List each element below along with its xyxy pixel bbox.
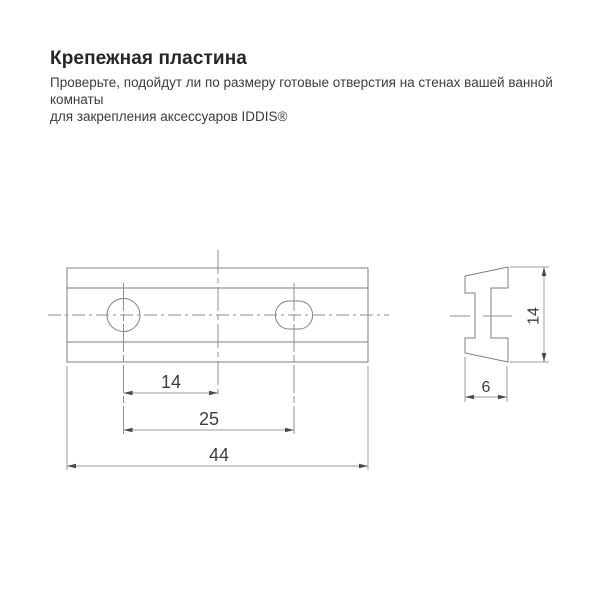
arrowhead-right — [359, 464, 368, 469]
dimension-value: 14 — [525, 307, 543, 325]
description-line-1: Проверьте, подойдут ли по размеру готовые отверстия на стенах вашей ванной комнаты — [50, 75, 553, 107]
arrowhead-right — [209, 391, 218, 396]
arrowhead-left — [124, 391, 133, 396]
arrowhead-right — [498, 395, 507, 400]
page-title: Крепежная пластина — [50, 48, 247, 69]
dimension-profile-height — [510, 267, 549, 362]
dimension-hole-spacing — [124, 409, 295, 432]
arrowhead-right — [285, 428, 294, 433]
arrowhead-left — [465, 395, 474, 400]
dimension-hole-to-center — [124, 372, 219, 395]
side-view — [450, 267, 549, 402]
dimension-value: 6 — [481, 379, 491, 396]
description-line-2: для закрепления аксессуаров IDDIS® — [50, 109, 288, 124]
front-view — [48, 250, 389, 470]
profile-outline — [465, 267, 508, 362]
arrowhead-left — [67, 464, 76, 469]
dimension-value: 44 — [208, 445, 230, 465]
dimension-value: 14 — [160, 372, 182, 392]
arrowhead-left — [124, 428, 133, 433]
dimension-value: 25 — [198, 409, 220, 429]
dimension-profile-thickness — [465, 357, 507, 402]
arrowhead-bottom — [542, 353, 547, 362]
arrowhead-top — [542, 267, 547, 276]
